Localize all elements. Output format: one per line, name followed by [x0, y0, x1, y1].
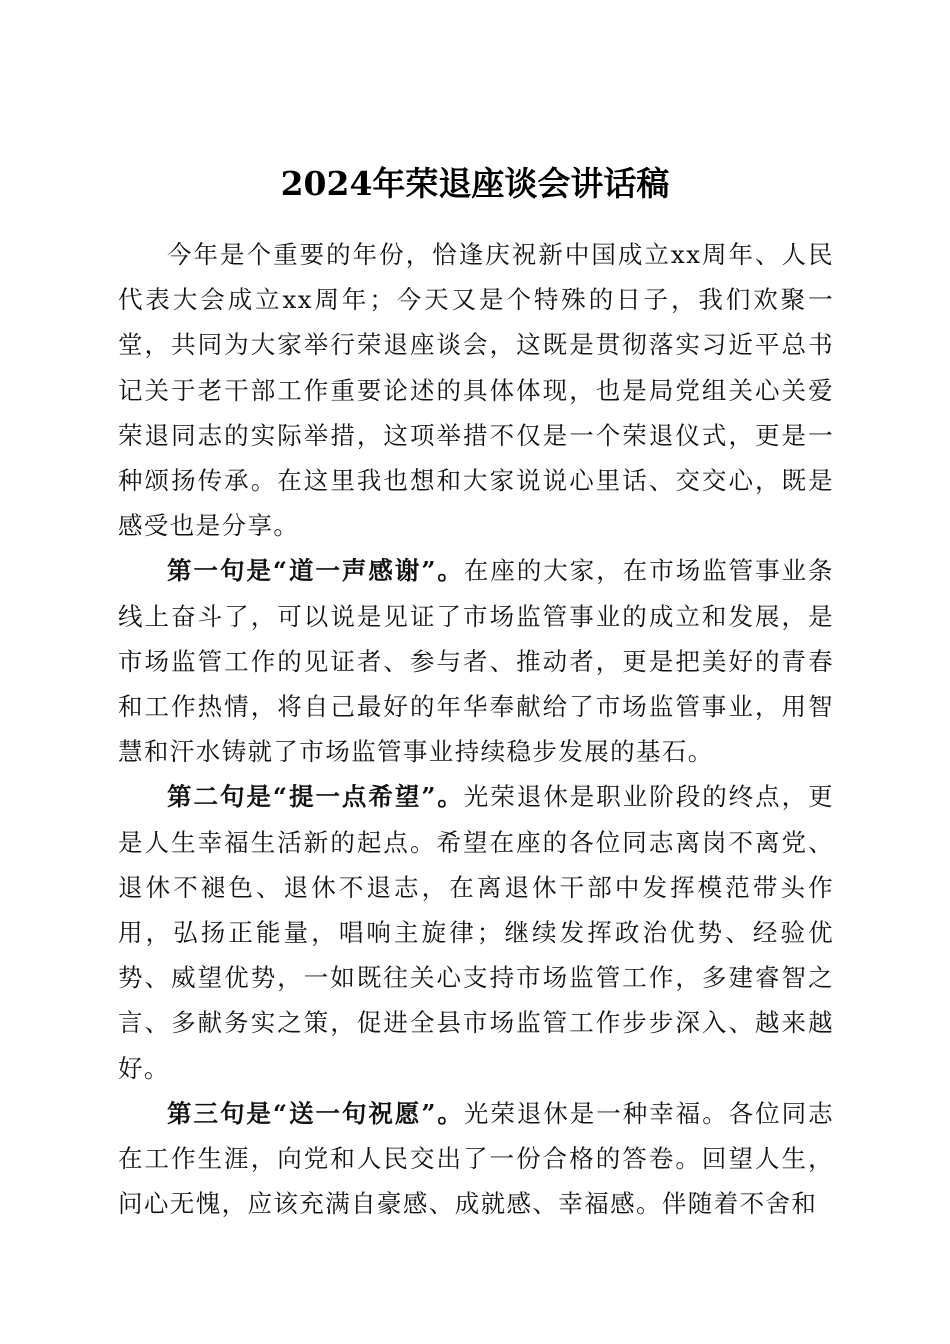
- paragraph-lead: 第二句是“提一点希望”。: [167, 782, 464, 812]
- paragraph-wish: [118, 1091, 834, 1227]
- paragraph-lead: 第一句是“道一声感谢”。: [167, 556, 464, 586]
- paragraph-text: 今年是个重要的年份，恰逢庆祝新中国成立xx周年、人民代表大会成立xx周年；今天又是个特殊的日子，我们欢聚一堂，共同为大家举行荣退座谈会，这既是贯彻落实习近平总书记关于老干部工作重要论述的具体体现，也是局党组关心关爱荣退同志的实际举措，这项举措不仅是一个荣退仪式，更是一种颂扬传承。在这里我也想和大家说说心里话、交交心，既是感受也是分享。: [118, 240, 834, 541]
- paragraph-text: 光荣退休是职业阶段的终点，更是人生幸福生活新的起点。希望在座的各位同志离岗不离党、退休不褪色、退休不退志，在离退休干部中发挥模范带头作用，弘扬正能量，唱响主旋律；继续发挥政治优势、经验优势、威望优势，一如既往关心支持市场监管工作，多建睿智之言、多献务实之策，促进全县市场监管工作步步深入、越来越好。: [118, 782, 834, 1083]
- document-title: 2024年荣退座谈会讲话稿: [280, 164, 670, 204]
- paragraph-text: 光荣退休是一种幸福。各位同志在工作生涯，向党和人民交出了一份合格的答卷。回望人生，问心无愧，应该充满自豪感、成就感、幸福感。伴随着不舍和: [118, 1098, 834, 1219]
- paragraph-hope: [118, 774, 834, 1090]
- paragraph-text: 在座的大家，在市场监管事业条线上奋斗了，可以说是见证了市场监管事业的成立和发展，是市场监管工作的见证者、参与者、推动者，更是把美好的青春和工作热情，将自己最好的年华奉献给了市场监管事业，用智慧和汗水铸就了市场监管事业持续稳步发展的基石。: [118, 556, 834, 767]
- paragraph-lead: 第三句是“送一句祝愿”。: [167, 1098, 464, 1128]
- paragraph-thanks: [118, 548, 834, 774]
- paragraph-intro: [118, 232, 834, 548]
- document-body: [118, 232, 834, 1226]
